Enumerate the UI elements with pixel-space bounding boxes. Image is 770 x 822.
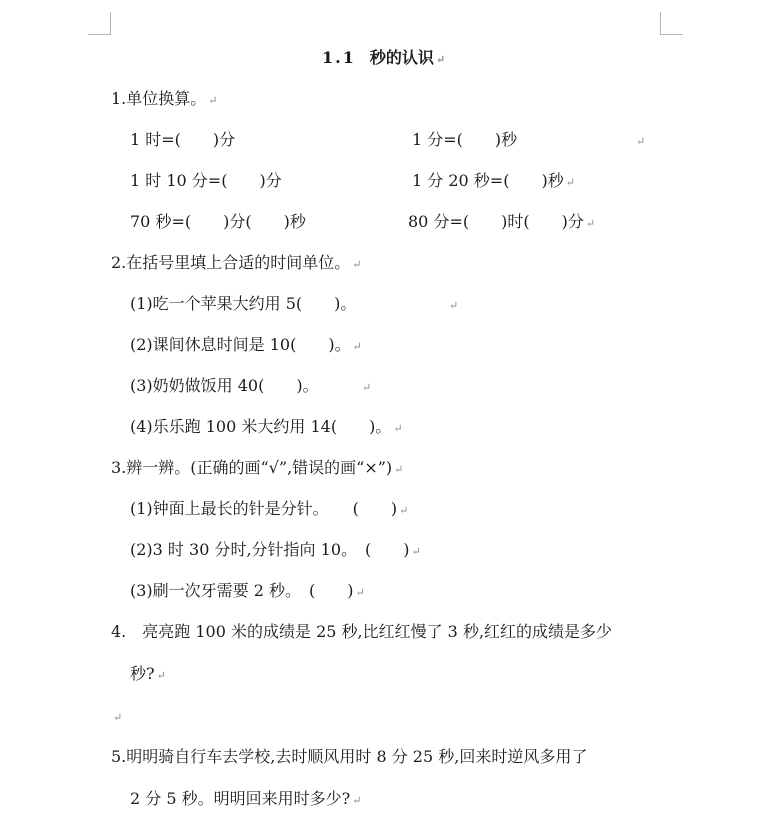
paragraph-mark: ↵ [394, 463, 404, 476]
paragraph-mark: ↵ [156, 669, 166, 682]
q1-item: 1 分 20 秒=( )秒 ↵ [412, 171, 575, 190]
paragraph-mark: ↵ [411, 545, 421, 558]
page-title [322, 48, 445, 68]
q2-item: (3)奶奶做饭用 40( )。 [130, 376, 319, 395]
q1-item: 1 时 10 分=( )分 [130, 171, 282, 190]
q2-item: (4)乐乐跑 100 米大约用 14( )。 ↵ [130, 417, 403, 436]
empty-paragraph [111, 706, 122, 726]
q2-item: (2)课间休息时间是 10( )。 ↵ [130, 335, 362, 354]
q3-item: (1)钟面上最长的针是分针。 ( ) ↵ [130, 499, 409, 518]
paragraph-mark: ↵ [435, 53, 446, 66]
page-corner-mark-left [88, 12, 111, 35]
paragraph-mark: ↵ [113, 711, 123, 724]
q5-text-line2: 2 分 5 秒。明明回来用时多少? ↵ [130, 789, 362, 808]
q3-heading: 3.辨一辨。(正确的画“√”,错误的画“×”) ↵ [111, 458, 404, 477]
paragraph-mark: ↵ [636, 135, 646, 148]
paragraph-mark: ↵ [352, 794, 362, 807]
paragraph-mark: ↵ [352, 340, 362, 353]
q1-item: 80 分=( )时( )分 ↵ [408, 212, 596, 231]
q4-text-line2: 秒? ↵ [130, 664, 166, 683]
q5-text-line1: 5.明明骑自行车去学校,去时顺风用时 8 分 25 秒,回来时逆风多用了 [111, 747, 588, 766]
title-number: 1.1 [322, 48, 356, 67]
q1-heading: 1.单位换算。 ↵ [111, 89, 218, 108]
q1-item: 1 分=( )秒 [412, 130, 518, 149]
q3-item: (3)刷一次牙需要 2 秒。 ( ) ↵ [130, 581, 365, 600]
paragraph-mark: ↵ [208, 94, 218, 107]
paragraph-mark: ↵ [362, 381, 372, 394]
q2-heading: 2.在括号里填上合适的时间单位。 ↵ [111, 253, 362, 272]
paragraph-mark: ↵ [585, 217, 596, 230]
q1-item: 70 秒=( )分( )秒 [130, 212, 306, 231]
title-text: 秒的认识 [369, 48, 434, 67]
q2-item: (1)吃一个苹果大约用 5( )。 [130, 294, 357, 313]
paragraph-mark: ↵ [393, 422, 403, 435]
q4-text-line1: 4. 亮亮跑 100 米的成绩是 25 秒,比红红慢了 3 秒,红红的成绩是多少 [111, 622, 613, 641]
paragraph-mark: ↵ [449, 299, 459, 312]
q3-item: (2)3 时 30 分时,分针指向 10。 ( ) ↵ [130, 540, 421, 559]
paragraph-mark: ↵ [352, 258, 362, 271]
q1-item: 1 时=( )分 [130, 130, 236, 149]
paragraph-mark: ↵ [355, 586, 365, 599]
paragraph-mark: ↵ [399, 504, 409, 517]
page-corner-mark-right [660, 12, 683, 35]
paragraph-mark: ↵ [565, 176, 575, 189]
